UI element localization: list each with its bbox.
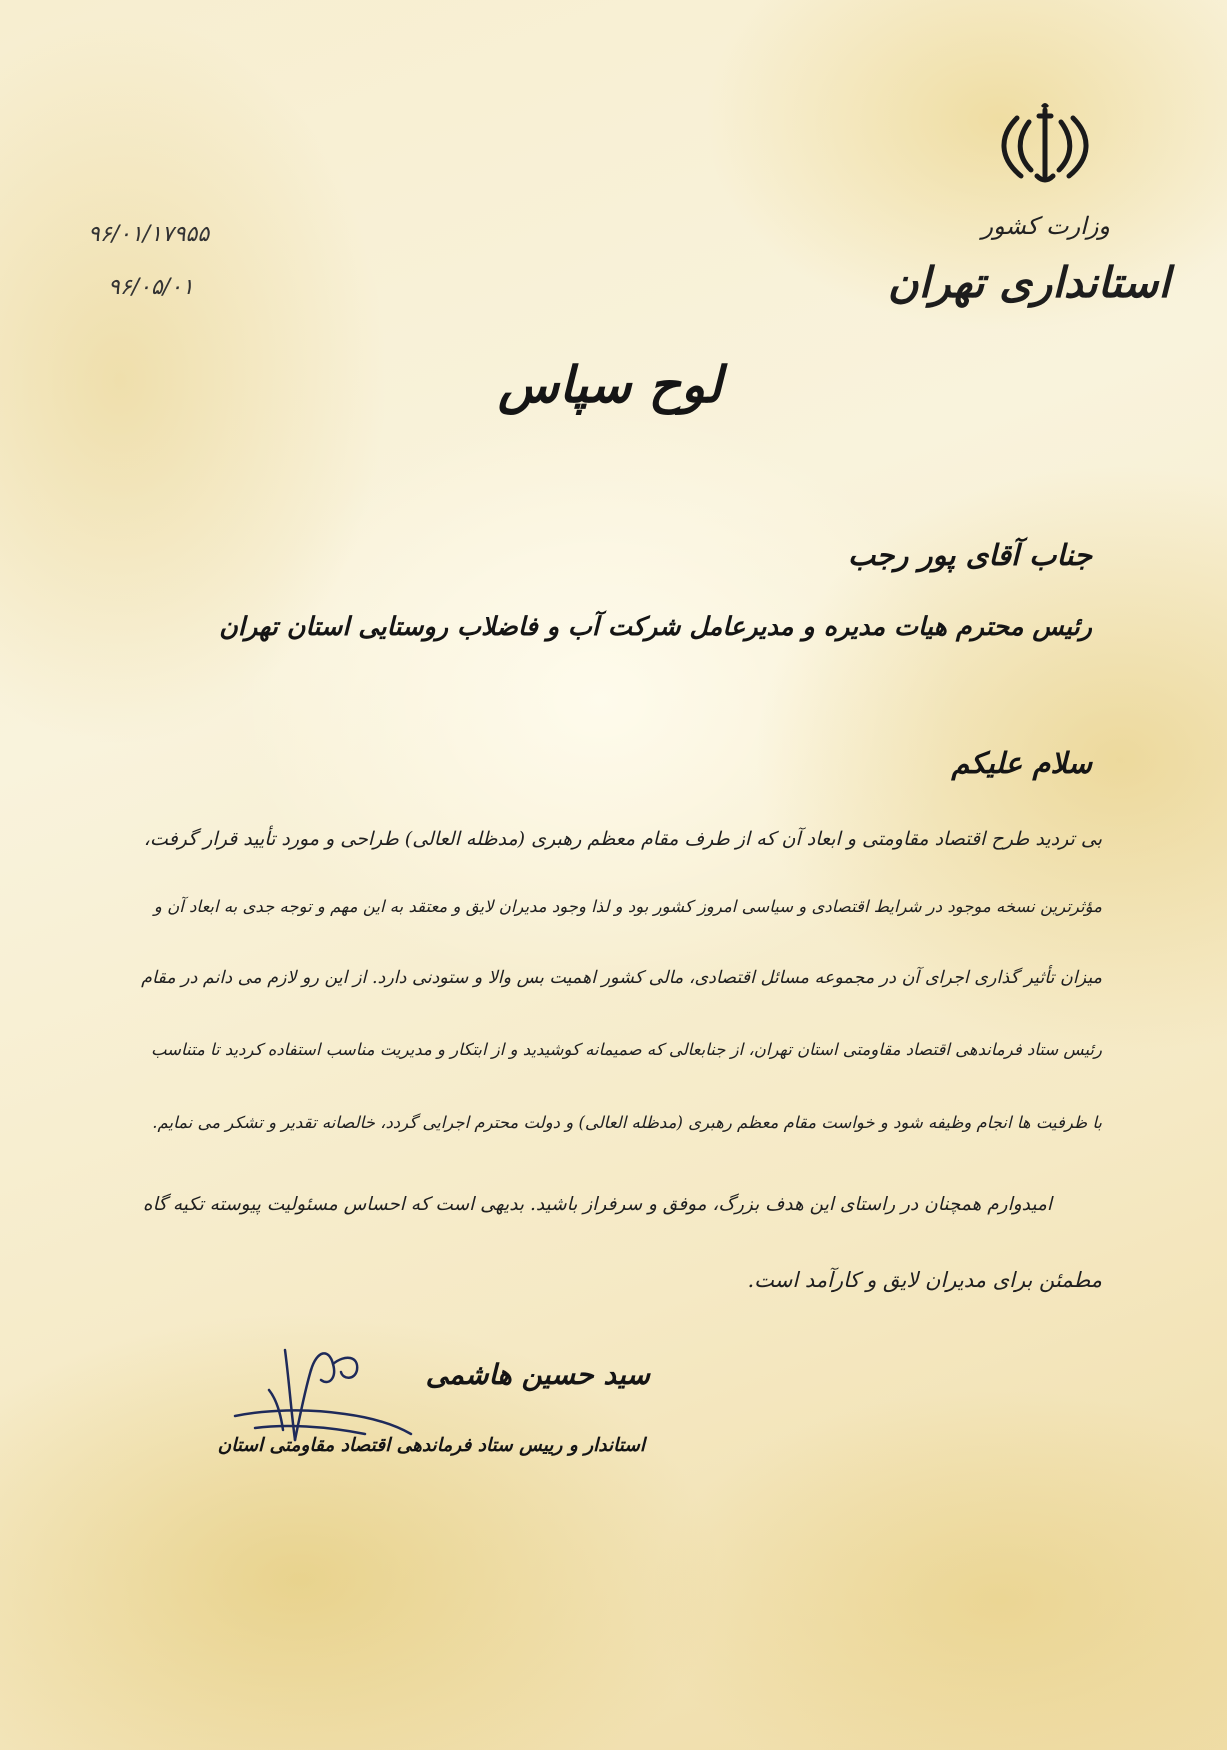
- reference-number: ۹۶/۰۱/۱۷۹۵۵: [88, 222, 210, 247]
- body-line: با ظرفیت ها انجام وظیفه شود و خواست مقام معظم رهبری (مدظله العالی) و دولت محترم اجرایی گردد، خالصانه تقدیر و تشکر می نمایم.: [152, 1113, 1102, 1132]
- page-title: لوح سپاس: [498, 355, 722, 414]
- recipient-position: رئیس محترم هیات مدیره و مدیرعامل شرکت آب و فاضلاب روستایی استان تهران: [219, 612, 1092, 642]
- signer-name: سید حسین هاشمی: [425, 1358, 650, 1391]
- ministry-label: وزارت کشور: [981, 212, 1110, 240]
- greeting: سلام علیکم: [951, 746, 1092, 780]
- body-line: میزان تأثیر گذاری اجرای آن در مجموعه مسائل اقتصادی، مالی کشور اهمیت بس والا و ستودنی دارد. از این رو لازم می دانم در مقام: [141, 968, 1102, 988]
- governorate-label: استانداری تهران: [887, 258, 1170, 307]
- body-line: مؤثرترین نسخه موجود در شرایط اقتصادی و سیاسی امروز کشور بود و لذا وجود مدیران لایق و معتقد به این مهم و توجه جدی به ابعاد آن و: [153, 897, 1102, 916]
- recipient-name: جناب آقای پور رجب: [847, 538, 1092, 572]
- signer-title: استاندار و رییس ستاد فرماندهی اقتصاد مقاومتی استان: [217, 1435, 645, 1456]
- iran-emblem-icon: [995, 96, 1095, 196]
- body-line: بی تردید طرح اقتصاد مقاومتی و ابعاد آن که از طرف مقام معظم رهبری (مدظله العالی) طراحی و مورد تأیید قرار گرفت،: [143, 828, 1102, 850]
- body-line: رئیس ستاد فرماندهی اقتصاد مقاومتی استان تهران، از جنابعالی که صمیمانه کوشیدید و از ابتکار و مدیریت مناسب استفاده کردید تا متناسب: [150, 1040, 1102, 1059]
- body-line: مطمئن برای مدیران لایق و کارآمد است.: [747, 1268, 1102, 1292]
- body-line: امیدوارم همچنان در راستای این هدف بزرگ، موفق و سرفراز باشید. بدیهی است که احساس مسئولیت پیوسته تکیه گاه: [142, 1194, 1052, 1215]
- reference-date: ۹۶/۰۵/۰۱: [108, 275, 194, 300]
